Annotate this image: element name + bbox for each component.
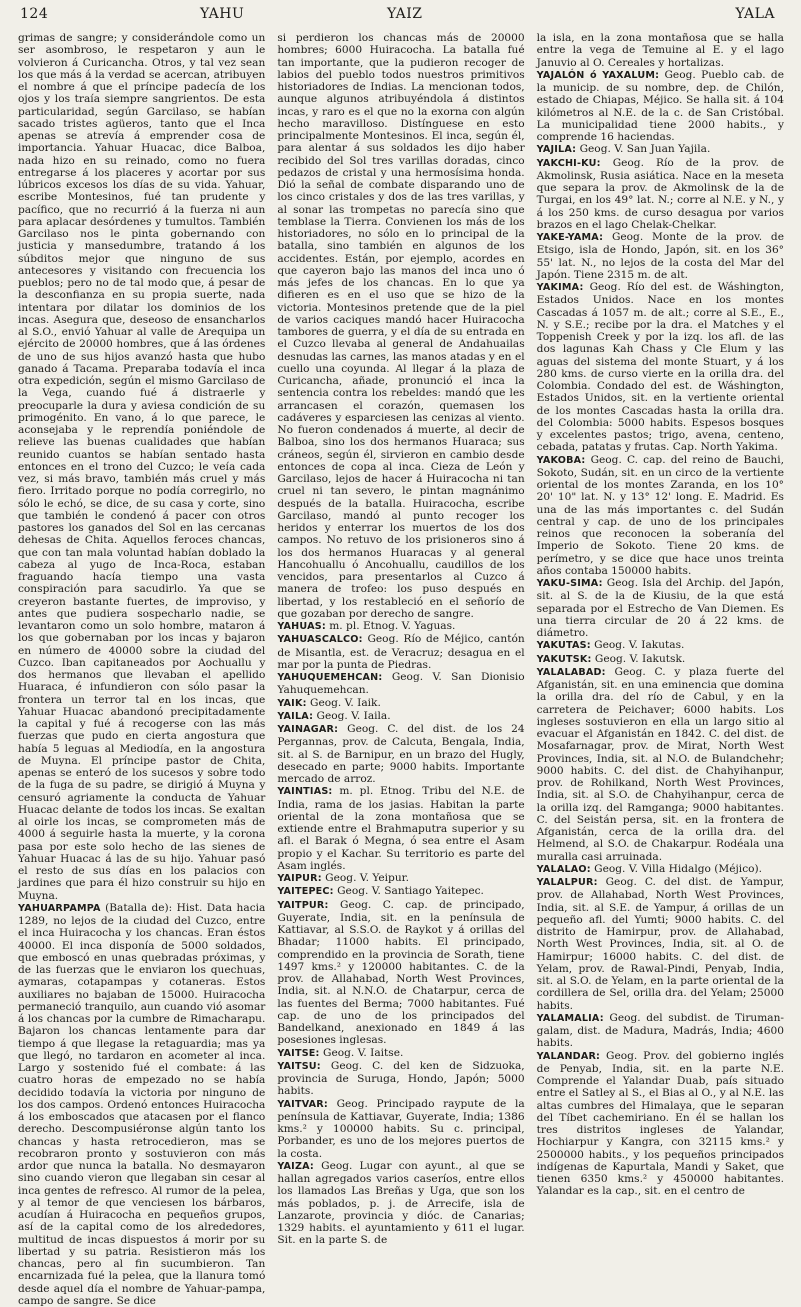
- dictionary-entry: [277, 1098, 524, 1160]
- entry-definition: m. pl. Etnog. V. Yaguas.: [329, 620, 456, 632]
- entry-definition: Geog. del subdist. de Tiruman-galam, dist. de Madura, Madrás, India; 4600 habits.: [536, 1011, 784, 1050]
- entry-definition: Geog. V. San Dionisio Yahuquemehcan.: [277, 671, 525, 697]
- entry-definition: Geog. V. Santiago Yaitepec.: [337, 885, 484, 898]
- entry-definition: Geog. V. Iaitse.: [322, 1046, 404, 1059]
- entry-headword: YAINAGAR:: [277, 724, 339, 735]
- dictionary-entry: [277, 885, 524, 898]
- entry-definition: Geog. Isla del Archip. del Japón, sit. al S. de la de Kiusiu, de la que está separada por el Estrecho de Van Diemen. Es una tierra circular de 20 á 22 kms. de diámetro.: [536, 577, 784, 639]
- guide-word-left: YAHU: [200, 6, 245, 22]
- entry-definition: Geog. V. Iakutsk.: [594, 652, 686, 665]
- dictionary-entry: [537, 1012, 784, 1050]
- column-3: [536, 32, 784, 1198]
- entry-definition: Geog. Pueblo cab. de la municip. de su nombre, dep. de Chilón, estado de Chiapas, Méjico. Se halla sit. á 104 kilómetros al N.E. de la c. de San Cristóbal. La municipalidad tiene 2000 habits., y comprende 16 haciendas.: [536, 68, 784, 143]
- entry-headword: YAITSE:: [277, 1047, 320, 1059]
- dictionary-entry: [537, 281, 784, 454]
- entry-headword: YALANDAR:: [536, 1050, 601, 1062]
- dictionary-entry: [277, 723, 524, 785]
- entry-headword: YAITSU:: [277, 1060, 321, 1072]
- entry-headword: YAHUARPAMPA: [18, 902, 101, 914]
- entry-definition: Geog. V. Iaila.: [316, 709, 391, 722]
- dictionary-entry: [537, 653, 784, 666]
- entry-headword: YALAMALIA:: [536, 1012, 604, 1024]
- dictionary-entry: [277, 671, 524, 697]
- dictionary-entry: [537, 231, 784, 281]
- dictionary-entry: [537, 666, 784, 863]
- entry-definition: (Batalla de): Hist. Data hacia 1289, no lejos de la ciudad del Cuzco, entre el inca Huiracocha y los chancas. Eran éstos 40000. El inca disponía de 5000 soldados, que emboscó en unas quebradas próximas, y de las fuerzas que le enviaron los quechuas, aymaras, cotapampas y cotaneras. Estos auxiliares no bajaban de 15000. Huiracocha permaneció tranquilo, aun cuando vió asomar á los chancas por la cumbre de Rimacharapu. Bajaron los chancas lentamente para dar tiempo á que llegase la retaguardia; mas ya que llegó, no tardaron en acometer al inca. Largo y sostenido fué el combate: á las cuatro horas de empezado no se había decidido todavía la victoria por ninguno de los dos campos. Ordenó entonces Huiracocha á los emboscados que atacasen por el flanco derecho. Descompusiéronse algún tanto los chancas y hasta retrocedieron, mas se recobraron pronto y sostuvieron con más ardor que nunca la batalla. No desmayaron sino cuando vieron que llegaban sin cesar al inca gentes de refresco. Al rumor de la pelea, y al temor de que venciesen los bárbaros, acudían á Huiracocha en pequeños grupos, así de la capital como de los alrededores, multitud de incas dispuestos á morir por su libertad y su patria. Resistieron más los chancas, pero al fin sucumbieron. Tan encarnizada fué la pelea, que la llanura tomó desde aquel día el nombre de Yahuar-pampa, campo de sangre. Se dice: [18, 901, 266, 1307]
- dictionary-entry: [277, 785, 524, 872]
- entry-headword: YAIK:: [277, 697, 307, 709]
- entry-definition: Geog. V. Yeipur.: [325, 872, 409, 884]
- dictionary-entry: [537, 143, 784, 156]
- dictionary-entry: [277, 620, 524, 633]
- entry-definition: Geog. C. cap. de principado, Guyerate, India, sit. en la península de Kattiavar, al S.S.O. de Raykot y á orillas del Bhadar; 11000 habits. El principado, comprendido en la provincia de Sorath, tiene 1497 kms.² y 120000 habitantes. C. de la prov. de Allahabad, North West Provinces, India, sit. al N.N.O. de Chatarpur, cerca de las fuentes del Berma; 7000 habitantes. Fué cap. de uno de los principados del Bandelkand, anexionado en 1849 á las posesiones inglesas.: [277, 898, 525, 1047]
- entry-definition: Geog. C. cap. del reino de Bauchi, Sokoto, Sudán, sit. en un circo de la vertiente oriental de los montes Zaranda, en los 10° 20' 10" lat. N. y 13° 12' long. E. Madrid. Es una de las más importantes c. del Sudán central y cap. de uno de los principales reinos que reconocen la soberanía del Imperio de Sokoto. Tiene 20 kms. de perímetro, y se dice que hace unos treinta años contaba 150000 habits.: [536, 453, 784, 577]
- entry-headword: YAKOBA:: [536, 454, 586, 466]
- entry-headword: YAKIMA:: [536, 282, 584, 293]
- dictionary-entry: [537, 639, 784, 652]
- dictionary-entry: [277, 899, 524, 1047]
- guide-word-right: YALA: [735, 6, 775, 22]
- entry-definition: Geog. V. Iaik.: [310, 696, 381, 709]
- entry-headword: YAINTIAS:: [277, 786, 333, 798]
- entry-headword: YAKUTAS:: [536, 640, 591, 652]
- entry-headword: YAJALÓN ó YAXALUM:: [536, 69, 660, 81]
- dictionary-entry: [537, 454, 784, 578]
- entry-headword: YALALPUR:: [536, 877, 598, 888]
- entry-headword: YAIZA:: [277, 1160, 314, 1172]
- entry-definition: Geog. V. San Juan Yajila.: [579, 143, 711, 156]
- entry-headword: YAITEPEC:: [277, 886, 334, 898]
- dictionary-entry: [277, 1060, 524, 1098]
- column-2: [277, 32, 525, 1247]
- entry-headword: YAKUTSK:: [536, 653, 592, 665]
- entry-definition: Geog. C. del ken de Sidzuoka, provincia de Suruga, Hondo, Japón; 5000 habits.: [277, 1059, 525, 1098]
- entry-definition: Geog. Monte de la prov. de Etsigo, isla de Hondo, Japón, sit. en los 36° 55' lat. N., no lejos de la costa del Mar del Japón. Tiene 2315 m. de alt.: [536, 231, 784, 281]
- entry-definition: Geog. Río del est. de Wáshington, Estados Unidos. Nace en los montes Cascadas á 1057 m. de alt.; corre al S.E., E., N. y S.E.; recibe por la dra. el Matches y el Toppenish Creek y por la izq. los afl. de las dos lagunas Kah Chass y Cle Elum y las aguas del sistema del monte Stuart, y á los 280 kms. de curso vierte en la orilla dra. del Colombia. Condado del est. de Wáshington, Estados Unidos, sit. en la vertiente oriental de los montes Cascadas hasta la orilla dra. del Colombia: 5000 habits. Espesos bosques y excelentes pastos; trigo, avena, centeno, cebada, patatas y frutas. Cap. North Yakima.: [536, 281, 784, 454]
- entry-definition: Geog. V. Iakutas.: [594, 639, 685, 652]
- dictionary-entry: [277, 710, 524, 723]
- entry-definition: Geog. V. Villa Hidalgo (Méjico).: [594, 862, 762, 875]
- dictionary-entry: [277, 1047, 524, 1060]
- entry-headword: YAHUQUEMEHCAN:: [277, 672, 383, 683]
- entry-definition: Geog. Prov. del gobierno inglés de Penyab, India, sit. en la parte N.E. Comprende el Yalandar Duab, país situado entre el Satley al S., el Bias al O., y al N.E. las altas cumbres del Himalaya, que le separan del Tíbet cachemiriano. En él se hallan los tres distritos ingleses de Yalandar, Hochiarpur y Kangra, con 32115 kms.² y 2500000 habits., y los pequeños principados indígenas de Kapurtala, Mandi y Saket, que tienen 6350 kms.² y 450000 habitantes. Yalandar es la cap., sit. en el centro de: [536, 1049, 784, 1198]
- text-columns: [18, 32, 784, 1307]
- running-header: [20, 6, 783, 28]
- dictionary-entry: [537, 1050, 784, 1198]
- entry-headword: YAHUAS:: [277, 621, 326, 632]
- entry-definition: Geog. Lugar con ayunt., al que se hallan agregados varios caseríos, entre ellos los llamados Las Breñas y Uga, que son los más poblados, p. j. de Arrecife, isla de Lanzarote, provincia y dióc. de Canarias; 1329 habits. el ayuntamiento y 611 el lugar. Sit. en la parte S. de: [277, 1159, 525, 1247]
- entry-headword: YALALABAD:: [536, 666, 606, 678]
- column-2-intro-paragraph: si perdieron los chancas más de 20000 hombres; 6000 Huiracocha. La batalla fué tan importante, que la pudieron recoger de labios del pueblo todos nuestros primitivos historiadores de Indias. La mencionan todos, aunque algunos atribuyéndola á distintos incas, y raro es el que no la exorna con algún hecho maravilloso. Distínguese en esto principalmente Montesinos. El inca, según él, para alentar á sus soldados les dijo haber recibido del Sol tres varillas doradas, cinco pedazos de cristal y una hermosísima honda. Dió la señal de combate disparando uno de los cinco cristales y dos de las tres varillas, y al sonar las trompetas no parecía sino que temblase la Tierra. Convienen los más de los historiadores, no sólo en lo principal de la batalla, sino también en algunos de los accidentes. Están, por ejemplo, acordes en que cayeron bajo las manos del inca uno ó más jefes de los chancas. En lo que ya difieren es en el uso que se hizo de la victoria. Montesinos pretende que de la piel de varios caciques mandó hacer Huiracocha tambores de guerra, y el día de su entrada en el Cuzco llevaba al general de Andahuailas desnudas las carnes, las manos atadas y en el cuello una coyunda. Al llegar á la plaza de Curicancha, añade, pronunció el inca la sentencia contra los rebeldes: mandó que les arrancasen el corazón, quemasen los cadáveres y esparciesen las cenizas al viento. No fueron condenados á muerte, al decir de Balboa, sino los dos hermanos Huaraca; sus cráneos, según él, sirvieron en cambio desde entonces de copa al inca. Cieza de León y Garcilaso, lejos de hacer á Huiracocha ni tan cruel ni tan severo, le pintan magnánimo después de la batalla. Huiracocha, escribe Garcilaso, mandó al punto recoger los heridos y enterrar los muertos de los dos campos. No retuvo de los prisioneros sino á los dos hermanos Huaracas y al general Hancohuallu ó Ancohuallu, caudillos de los vencidos, para presentarlos al Cuzco á manera de trofeo: los puso después en libertad, y los restableció en el señorío de que gozaban por derecho de sangre.: [277, 32, 525, 620]
- entry-headword: YAKE-YAMA:: [536, 232, 604, 243]
- entry-definition: Geog. C. y plaza fuerte del Afganistán, sit. en una eminencia que domina la orilla dra. del río de Cabul, y en la carretera de Peichaver; 6000 habits. Los ingleses sostuvieron en ella un largo sitio al evacuar el Afganistán en 1842. C. del dist. de Mosafarnagar, prov. de Mirat, North West Provinces, India, sit. al N.O. de Bulandchehr; 9000 habits. C. del dist. de Chahyihanpur, prov. de Rohilkand, North West Provinces, India, sit. al S.O. de Chahyihanpur, cerca de la orilla izq. del Ramganga; 9000 habitantes. C. del Seistán persa, sit. en la frontera de Afganistán, cerca de la orilla dra. del Helmend, al S.O. de Chakarpur. Rodéala una muralla casi arruinada.: [536, 665, 784, 863]
- entry-definition: Geog. Río de Méjico, cantón de Misantla, est. de Veracruz; desagua en el mar por la punta de Piedras.: [277, 633, 525, 671]
- dictionary-entry: [18, 902, 265, 1307]
- entry-headword: YAITVAR:: [277, 1098, 328, 1110]
- dictionary-entry: [537, 577, 784, 639]
- entry-definition: Geog. Río de la prov. de Akmolinsk, Rusia asiática. Nace en la meseta que separa la prov. de Akmolinsk de la de Turgai, en los 49° lat. N.; corre al N.E. y N., y á los 250 kms. de curso desagua por varios brazos en el lago Chelak-Chelkar.: [536, 156, 784, 231]
- entry-headword: YAIPUR:: [277, 873, 322, 884]
- entry-headword: YAILA:: [277, 710, 314, 722]
- dictionary-entry: [277, 697, 524, 710]
- entry-headword: YAITPUR:: [277, 899, 329, 911]
- guide-word-center: YAIZ: [387, 6, 423, 22]
- dictionary-entry: [277, 633, 524, 671]
- column-1: [18, 32, 266, 1307]
- column-3-intro-paragraph: la isla, en la zona montañosa que se halla entre la vega de Temuine al E. y el lago Januvio al O. Cereales y hortalizas.: [536, 32, 784, 69]
- entry-headword: YAHUASCALCO:: [277, 634, 363, 646]
- entry-headword: YALALAO:: [536, 863, 591, 875]
- entry-headword: YAKU-SIMA:: [536, 578, 603, 589]
- dictionary-entry: [537, 876, 784, 1012]
- entry-definition: Geog. C. del dist. de Yampur, prov. de Allahabad, North West Provinces, India, sit. al S.E. de Yampur, á orillas de un pequeño afl. del Yumti; 9000 habits. C. del distrito de Hamirpur, prov. de Allahabad, North West Provinces, India, sit. al O. de Hamirpur; 16000 habits. C. del dist. de Yelam, prov. de Rawal-Pindi, Penyab, India, sit. al S.O. de Yelam, en la parte oriental de la cordillera de Sel, orilla dra. del Yelam; 25000 habits.: [536, 876, 784, 1012]
- dictionary-entry: [277, 872, 524, 885]
- column-1-intro-paragraph: grimas de sangre; y considerándole como un ser asombroso, le respetaron y aun le volvieron á Curicancha. Otros, y tal vez sean los que más á la verdad se acercan, atribuyen el nombre á que el príncipe padecía de los ojos y los traía siempre sangrientos. De esta particularidad, según Garcilaso, se habían sacado tristes agüeros, tanto que el Inca apenas se atrevía á emprender cosa de importancia. Yahuar Huacac, dice Balboa, nada hizo en su reinado, como no fuera entregarse á los placeres y acortar por sus lúbricos excesos los días de su vida. Yahuar, escribe Montesinos, fué tan prudente y pacífico, que no recurrió á la fuerza ni aun para aplacar desórdenes y tumultos. También Garcilaso nos le pinta gobernando con justicia y mansedumbre, tratando á los súbditos mejor que ninguno de sus antecesores y visitando con frecuencia los pueblos; pero no de tal modo que, á pesar de la desconfianza en su propia suerte, nada intentara por dilatar los dominios de los incas. Asegura que, deseoso de ensancharlos al S.O., envió Yahuar al valle de Arequipa un ejército de 20000 hombres, que á las órdenes de uno de sus hijos avanzó hasta que hubo ganado á Tacama. Preparaba todavía el inca otra expedición, según el mismo Garcilaso de la Vega, cuando fué á distraerle y preocuparle la dura y aviesa condición de su primogénito. En vano, á lo que parece, le aconsejaba y le reprendía poniéndole de relieve las buenas cualidades que habían reunido cuantos se habían sentado hasta entonces en el trono del Cuzco; le veía cada vez, si más bravo, también más cruel y más fiero. Irritado porque no podía corregirlo, no sólo le echó, se dice, de su casa y corte, sino que también le condenó á pacer con otros pastores los ganados del Sol en las cercanas dehesas de Chita. Aquellos feroces chancas, que con tan mala voluntad habían doblado la cabeza al yugo de Inca-Roca, estaban fraguando hacía tiempo una vasta conspiración para sacudirlo. Ya que se creyeron bastante fuertes, de improviso, y antes que pudiera sospecharlo nadie, se levantaron como un solo hombre, mataron á los que gobernaban por los incas y bajaron en número de 40000 sobre la ciudad del Cuzco. Iban capitaneados por Aochuallu y dos hermanos que llevaban el apellido Huaraca, é infundieron con sólo pasar la frontera un terror tal en los incas, que Yahuar Huacac abandonó precipitadamente la capital y fué á recogerse con las más fuerzas que pudo en cierta angostura que había 5 leguas al Mediodía, en la angostura de Muyna. El príncipe pastor de Chita, apenas se enteró de los sucesos y sobre todo de la fuga de su padre, se dirigió á Muyna y censuró agriamente la conducta de Yahuar Huacac delante de todos los incas. Se exaltan al oirle los incas, se comprometen más de 4000 á seguirle hasta la muerte, y la corona pasa por este solo hecho de las sienes de Yahuar Huacac á las de su hijo. Yahuar pasó el resto de sus días en los palacios con jardines que para él hizo construir su hijo en Muyna.: [18, 32, 266, 902]
- entry-definition: Geog. C. del dist. de los 24 Pergannas, prov. de Calcuta, Bengala, India, sit. al S. de Barnipur, en un brazo del Hugly, desecado en parte; 9000 habits. Importante mercado de arroz.: [277, 723, 525, 785]
- entry-definition: m. pl. Etnog. Tribu del N.E. de India, rama de los jasias. Habitan la parte oriental de la zona montañosa que se extiende entre el Brahmaputra superior y su afl. el Barak ó Megna, ó sea entre el Asam propio y el Kachar. Su territorio es parte del Asam inglés.: [277, 785, 525, 872]
- entry-headword: YAKCHI-KU:: [536, 157, 601, 169]
- entry-definition: Geog. Principado raypute de la península de Kattiavar, Guyerate, India; 1386 kms.² y 100000 habits. Su c. principal, Porbander, es uno de los mejores puertos de la costa.: [277, 1097, 525, 1160]
- dictionary-entry: [277, 1160, 524, 1247]
- entry-headword: YAJILA:: [536, 144, 577, 156]
- dictionary-entry: [537, 863, 784, 876]
- dictionary-entry: [537, 69, 784, 144]
- page-number: 124: [20, 6, 49, 22]
- dictionary-entry: [537, 157, 784, 232]
